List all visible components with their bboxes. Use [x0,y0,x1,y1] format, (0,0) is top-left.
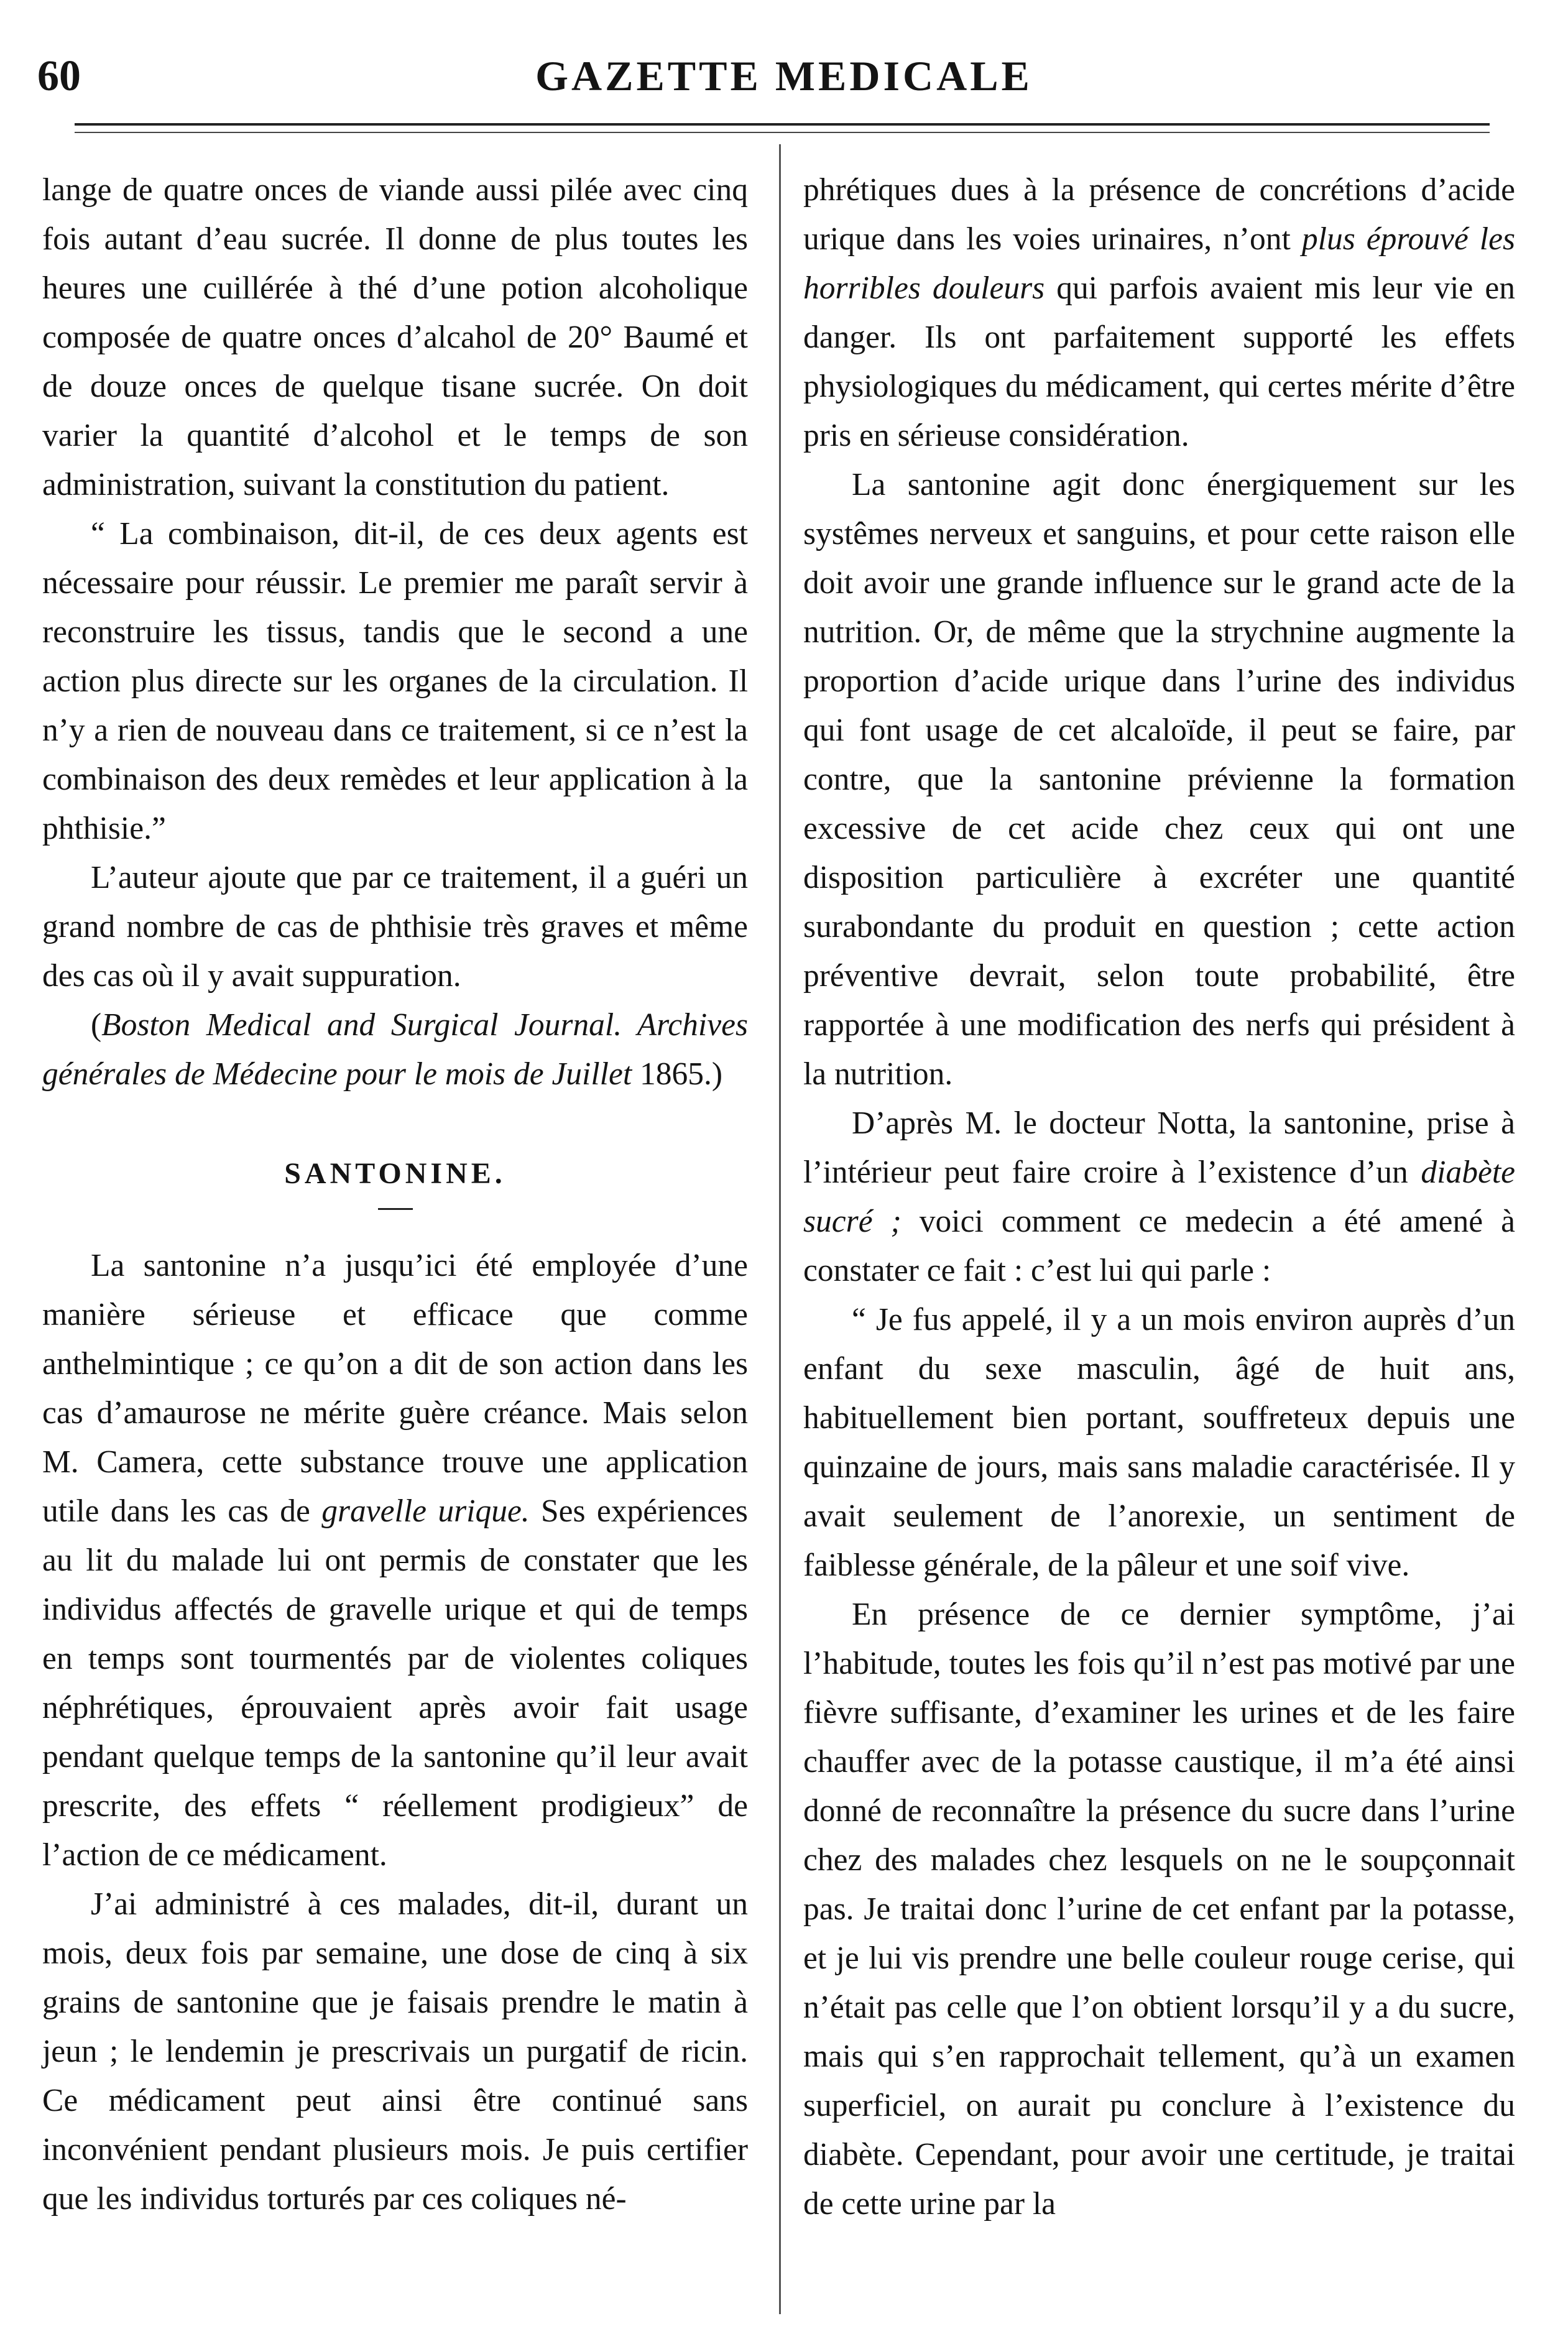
paragraph: La santonine agit donc énergiquement sur les systêmes nerveux et sanguins, et pour cette raison elle doit avoir une grande influence sur le grand acte de la nutrition. Or, de même que la strychnine augmente la proportion d’acide urique dans l’urine des individus qui font usage de cet alcaloïde, il peut se faire, par contre, que la santonine prévienne la formation excessive de cet acide chez ceux qui ont une disposition particulière à excréter une quantité surabondante du produit en question ; cette action préventive devrait, selon toute probabilité, être rapportée à une modification des nerfs qui président à la nutrition. [803,467,1515,1092]
paragraph [803,1099,1515,1295]
citation-paren: ( [91,1007,102,1043]
paragraph: “ Je fus appelé, il y a un mois environ auprès d’un enfant du sexe masculin, âgé de huit ans, habituellement bien portant, souffreteux depuis une quinzaine de jours, mais sans maladie caractérisée. Il y avait seulement de l’anorexie, un sentiment de faiblesse générale, de la pâleur et une soif vive. [803,1302,1515,1583]
column-divider [779,144,781,2314]
running-title: GAZETTE MEDICALE [535,52,1033,99]
page-number: 60 [37,52,81,100]
paragraph: lange de quatre onces de viande aussi pilée avec cinq fois autant d’eau sucrée. Il donne de plus toutes les heures une cuillérée à thé d’une potion alcoholique composée de quatre onces d’alcahol de 20° Baumé et de douze onces de quelque tisane sucrée. On doit varier la quantité d’alcohol et le temps de son administration, suivant la constitution du patient. [42,172,748,502]
header-rule [75,123,1490,133]
italic-term: gravelle urique. [321,1493,530,1529]
text-run: Ses expériences au lit du malade lui ont permis de constater que les individus affectés de gravelle urique et qui de temps en temps sont tourmentés par de violentes coliques néphrétiques, éprouvaient après avoir fait usage pendant quelque temps de la santonine qu’il leur avait prescrite, des effets “ réellement prodigieux” de l’action de ce médicament. [42,1493,748,1873]
left-column [42,165,748,2223]
text-run: D’après M. le docteur Notta, la santonine, prise à l’intérieur peut faire croire à l’existence d’un [803,1105,1515,1190]
section-heading: SANTONINE. [284,1157,506,1190]
paragraph [42,1241,748,1880]
paragraph: J’ai administré à ces malades, dit-il, durant un mois, deux fois par semaine, une dose de cinq à six grains de santonine que je faisais prendre le matin à jeun ; le lendemin je prescrivais un purgatif de ricin. Ce médicament peut ainsi être continué sans inconvénient pendant plusieurs mois. Je puis certifier que les individus torturés par ces coliques né- [42,1886,748,2217]
text-run: phrétiques dues à la présence de concrétions d’acide urique dans les voies urinaires, n’ont [803,172,1515,257]
paragraph: “ La combinaison, dit-il, de ces deux agents est nécessaire pour réussir. Le premier me paraît servir à reconstruire les tissus, tandis que le second a une action plus directe sur les organes de la circulation. Il n’y a rien de nouveau dans ce traitement, si ce n’est la combinaison des deux remèdes et leur application à la phthisie.” [42,516,748,846]
text-run: La santonine n’a jusqu’ici été employée d’une manière sérieuse et efficace que comme anthelmintique ; ce qu’on a dit de son action dans les cas d’amaurose ne mérite guère créance. Mais selon M. Camera, cette substance trouve une application utile dans les cas de [42,1248,748,1529]
text-run: voici comment ce medecin a été amené à constater ce fait : c’est lui qui parle : [803,1204,1515,1288]
right-column [803,165,1515,2228]
paragraph [803,165,1515,460]
paragraph: En présence de ce dernier symptôme, j’ai l’habitude, toutes les fois qu’il n’est pas motivé par une fièvre suffisante, d’examiner les urines et de les faire chauffer avec de la potasse caustique, il m’a été ainsi donné de reconnaître la présence du sucre dans l’urine chez des malades chez lesquels on ne le soupçonnait pas. Je traitai donc l’urine de cet enfant par la potasse, et je lui vis prendre une belle couleur rouge cerise, qui n’était pas celle que l’on obtient lorsqu’il y a du sucre, mais qui s’en rapprochait tellement, qu’à un examen superficiel, on aurait pu conclure à l’existence du diabète. Cependant, pour avoir une certitude, je traitai de cette urine par la [803,1597,1515,2222]
italic-phrase: plus éprouvé les horribles douleurs [803,221,1516,306]
heading-dash [378,1208,413,1210]
citation-year: 1865.) [632,1056,723,1092]
italic-term: diabète sucré ; [803,1155,1515,1239]
citation [42,1000,748,1099]
citation-source: Boston Medical and Surgical Journal. Archives générales de Médecine pour le mois de Juillet [42,1007,748,1092]
text-run: qui parfois avaient mis leur vie en danger. Ils ont parfaitement supporté les effets physiologiques du médicament, qui certes mérite d’être pris en sérieuse considération. [803,270,1515,453]
paragraph: L’auteur ajoute que par ce traitement, il a guéri un grand nombre de cas de phthisie très graves et même des cas où il y avait suppuration. [42,860,748,994]
